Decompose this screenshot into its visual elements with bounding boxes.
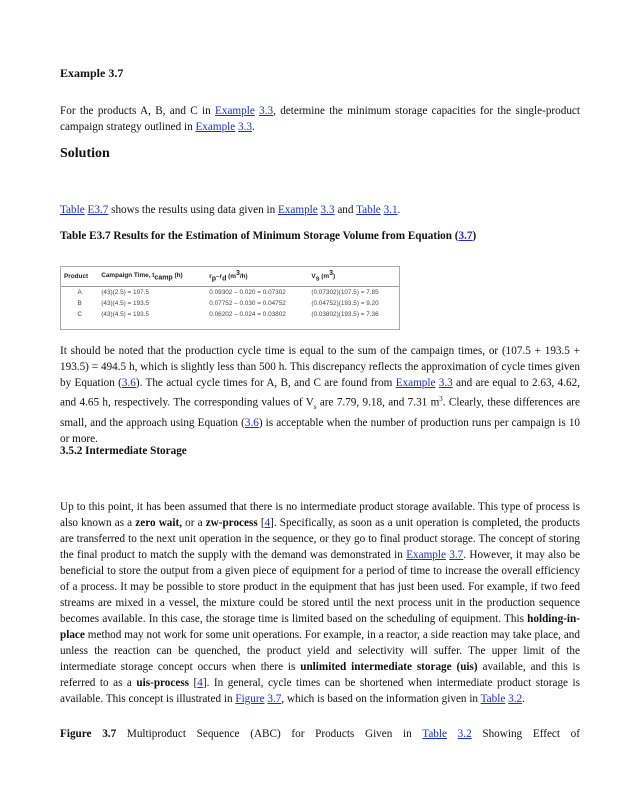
header-text: r	[209, 273, 212, 281]
link-example-number[interactable]: 3.3	[320, 204, 335, 216]
header-sup: 3	[329, 270, 334, 277]
header-text: –r	[216, 273, 223, 281]
link-equation[interactable]: 3.6	[244, 416, 259, 429]
solution-heading: Solution	[60, 146, 110, 161]
text-run: shows the results using data given in	[108, 204, 278, 216]
table-cell: (43)(4.5) = 193.5	[101, 300, 150, 308]
table-cell: C	[77, 311, 82, 319]
link-example-number[interactable]: 3.3	[438, 377, 453, 389]
table-cell: (43)(4.5) = 193.5	[101, 311, 150, 319]
text-run: [	[257, 517, 265, 529]
header-sub: camp	[154, 273, 173, 281]
header-sub: d	[222, 275, 227, 283]
link-table[interactable]: Table	[60, 204, 85, 216]
header-text: Product	[64, 272, 89, 280]
header-sub: p	[211, 275, 217, 283]
text-run: , determine the minimum storage capacities for the single-product campaign strategy outlined in	[60, 105, 580, 133]
column-header	[98, 267, 206, 287]
table-caption	[60, 230, 476, 242]
text-run: ]. In general, cycle times can be shortened when intermediate product storage is available. This concept is illustrated in	[60, 677, 580, 705]
column-header	[61, 267, 98, 287]
example-title: Example 3.7	[60, 66, 124, 80]
bold-term: uis-process	[136, 677, 190, 689]
table-cell: A	[77, 289, 82, 297]
intermediate-storage-paragraph	[60, 499, 580, 707]
link-reference[interactable]: 4	[264, 517, 271, 529]
header-text: /h)	[239, 273, 248, 281]
link-example[interactable]: Example	[406, 549, 446, 561]
text-run: method may not work for some unit operations. For example, in a reactor, a side reaction may take place, and unless the reaction can be quenched, the product yield and selectivity will suffer. The upper limit of the intermediate storage concept occurs when there is	[60, 629, 580, 673]
text-run: available, and this is referred to as a	[60, 661, 580, 689]
link-example-number[interactable]: 3.3	[238, 121, 253, 133]
link-example[interactable]: Example	[277, 204, 318, 216]
column-header	[308, 267, 399, 287]
header-text: V	[311, 273, 316, 281]
text-run: Up to this point, it has been assumed that there is no intermediate product storage available. This type of process is also known as a	[60, 501, 580, 529]
text-run: )	[472, 230, 477, 242]
text-run: ) is acceptable when the number of production runs per campaign is 10 or more.	[60, 416, 581, 445]
link-equation[interactable]: 3.6	[121, 377, 136, 389]
text-run: .	[397, 204, 401, 216]
table-cell: 0.06202 – 0.024 = 0.03802	[209, 311, 286, 319]
text-run: are 7.79, 9.18, and 7.31 m	[316, 396, 440, 409]
text-run: , which is based on the information given in	[281, 693, 481, 705]
bold-term: zero wait,	[135, 517, 183, 529]
figure-caption	[60, 728, 580, 740]
table-cell: B	[77, 300, 82, 308]
header-text: (m	[226, 273, 236, 281]
header-sub: s	[315, 275, 320, 283]
link-example[interactable]: Example	[395, 377, 436, 389]
text-run: ]. Specifically, as soon as a unit operation is completed, the products are transferred to the next unit operation in the sequence, or they go to final product storage. The concept of storing the final product to match the supply with the demand was demonstrated in	[60, 517, 581, 561]
text-run: and are equal to 2.63, 4.62, and 4.65 h, respectively. The corresponding values of V	[60, 377, 580, 409]
example-statement	[60, 103, 580, 135]
text-run: It should be noted that the production cycle time is equal to the sum of the campaign times, or (107.5 + 193.5 + 193.5) = 494.5 h, which is slightly less than 500 h. This discrepancy reflects the approximation of cycle times given by Equation (	[60, 345, 580, 389]
bold-term: holding-in-place	[60, 613, 580, 641]
link-figure-number[interactable]: 3.7	[267, 693, 282, 705]
section-heading: 3.5.2 Intermediate Storage	[60, 445, 187, 457]
table-cell: 0.09302 – 0.020 = 0.07302	[209, 289, 286, 297]
table-cell: (43)(2.5) = 107.5	[101, 289, 150, 297]
results-table	[60, 266, 400, 330]
table-cell: (0.03802)(193.5) = 7.36	[311, 311, 379, 319]
link-example[interactable]: Example	[215, 105, 255, 117]
text-run: Multiproduct Sequence (ABC) for Products Given in	[116, 728, 423, 740]
link-table[interactable]: Table	[422, 728, 447, 740]
subscript: s	[313, 402, 317, 411]
solution-paragraph	[60, 202, 580, 218]
link-example-number[interactable]: 3.3	[259, 105, 274, 117]
link-table-number[interactable]: 3.2	[457, 728, 472, 740]
text-run: or a	[182, 517, 206, 529]
header-text: )	[333, 273, 336, 281]
text-run: . Clearly, these differences are small, and the approach using Equation (	[60, 396, 580, 429]
text-run: Table E3.7 Results for the Estimation of Minimum Storage Volume from Equation (	[60, 230, 459, 242]
table-cell: 0.07752 – 0.030 = 0.04752	[209, 300, 286, 308]
link-figure[interactable]: Figure	[235, 693, 265, 705]
text-run: [	[189, 677, 198, 689]
link-table[interactable]: Table	[356, 204, 381, 216]
superscript: 3	[439, 395, 443, 403]
link-table-number[interactable]: 3.2	[508, 693, 523, 705]
link-equation[interactable]: 3.7	[458, 230, 473, 242]
header-text: (h)	[172, 271, 183, 279]
link-table-number[interactable]: 3.1	[383, 204, 398, 216]
link-table[interactable]: Table	[480, 693, 506, 705]
link-example[interactable]: Example	[195, 121, 236, 133]
table-row	[61, 309, 399, 320]
figure-label: Figure 3.7	[60, 728, 117, 740]
text-run: .	[522, 693, 525, 705]
link-example-number[interactable]: 3.7	[449, 549, 464, 561]
table-row	[61, 298, 399, 309]
table-cell: (0.07302)(107.5) = 7.85	[311, 289, 379, 297]
bold-term: zw-process	[205, 517, 258, 529]
text-run: For the products A, B, and C in	[60, 105, 216, 117]
column-header	[206, 267, 308, 287]
text-run: ). The actual cycle times for A, B, and C are found from	[135, 377, 396, 389]
table-row	[61, 287, 399, 299]
text-run: . However, it may also be beneficial to store the output from a given piece of equipment for a period of time to increase the overall efficiency of a process. It may be possible to store product in the equipment that has just been used. For example, if two feed streams are mixed in a vessel, the mixture could be stored until the next process unit in the production sequence becomes available. In this case, the storage time is limited based on the scheduling of equipment. This	[60, 549, 580, 625]
discussion-paragraph	[60, 343, 580, 447]
text-run: .	[252, 121, 255, 133]
text-run: and	[334, 204, 357, 216]
header-sup: 3	[235, 270, 240, 277]
text-run: Showing Effect of	[471, 728, 581, 740]
link-table-number[interactable]: E3.7	[87, 204, 109, 216]
bold-term: unlimited intermediate storage (uis)	[300, 661, 478, 673]
header-text: Campaign Time, t	[101, 271, 155, 279]
table-cell: (0.04752)(193.5) = 9.20	[311, 300, 379, 308]
link-reference[interactable]: 4	[197, 677, 203, 689]
header-text: (m	[319, 273, 330, 281]
